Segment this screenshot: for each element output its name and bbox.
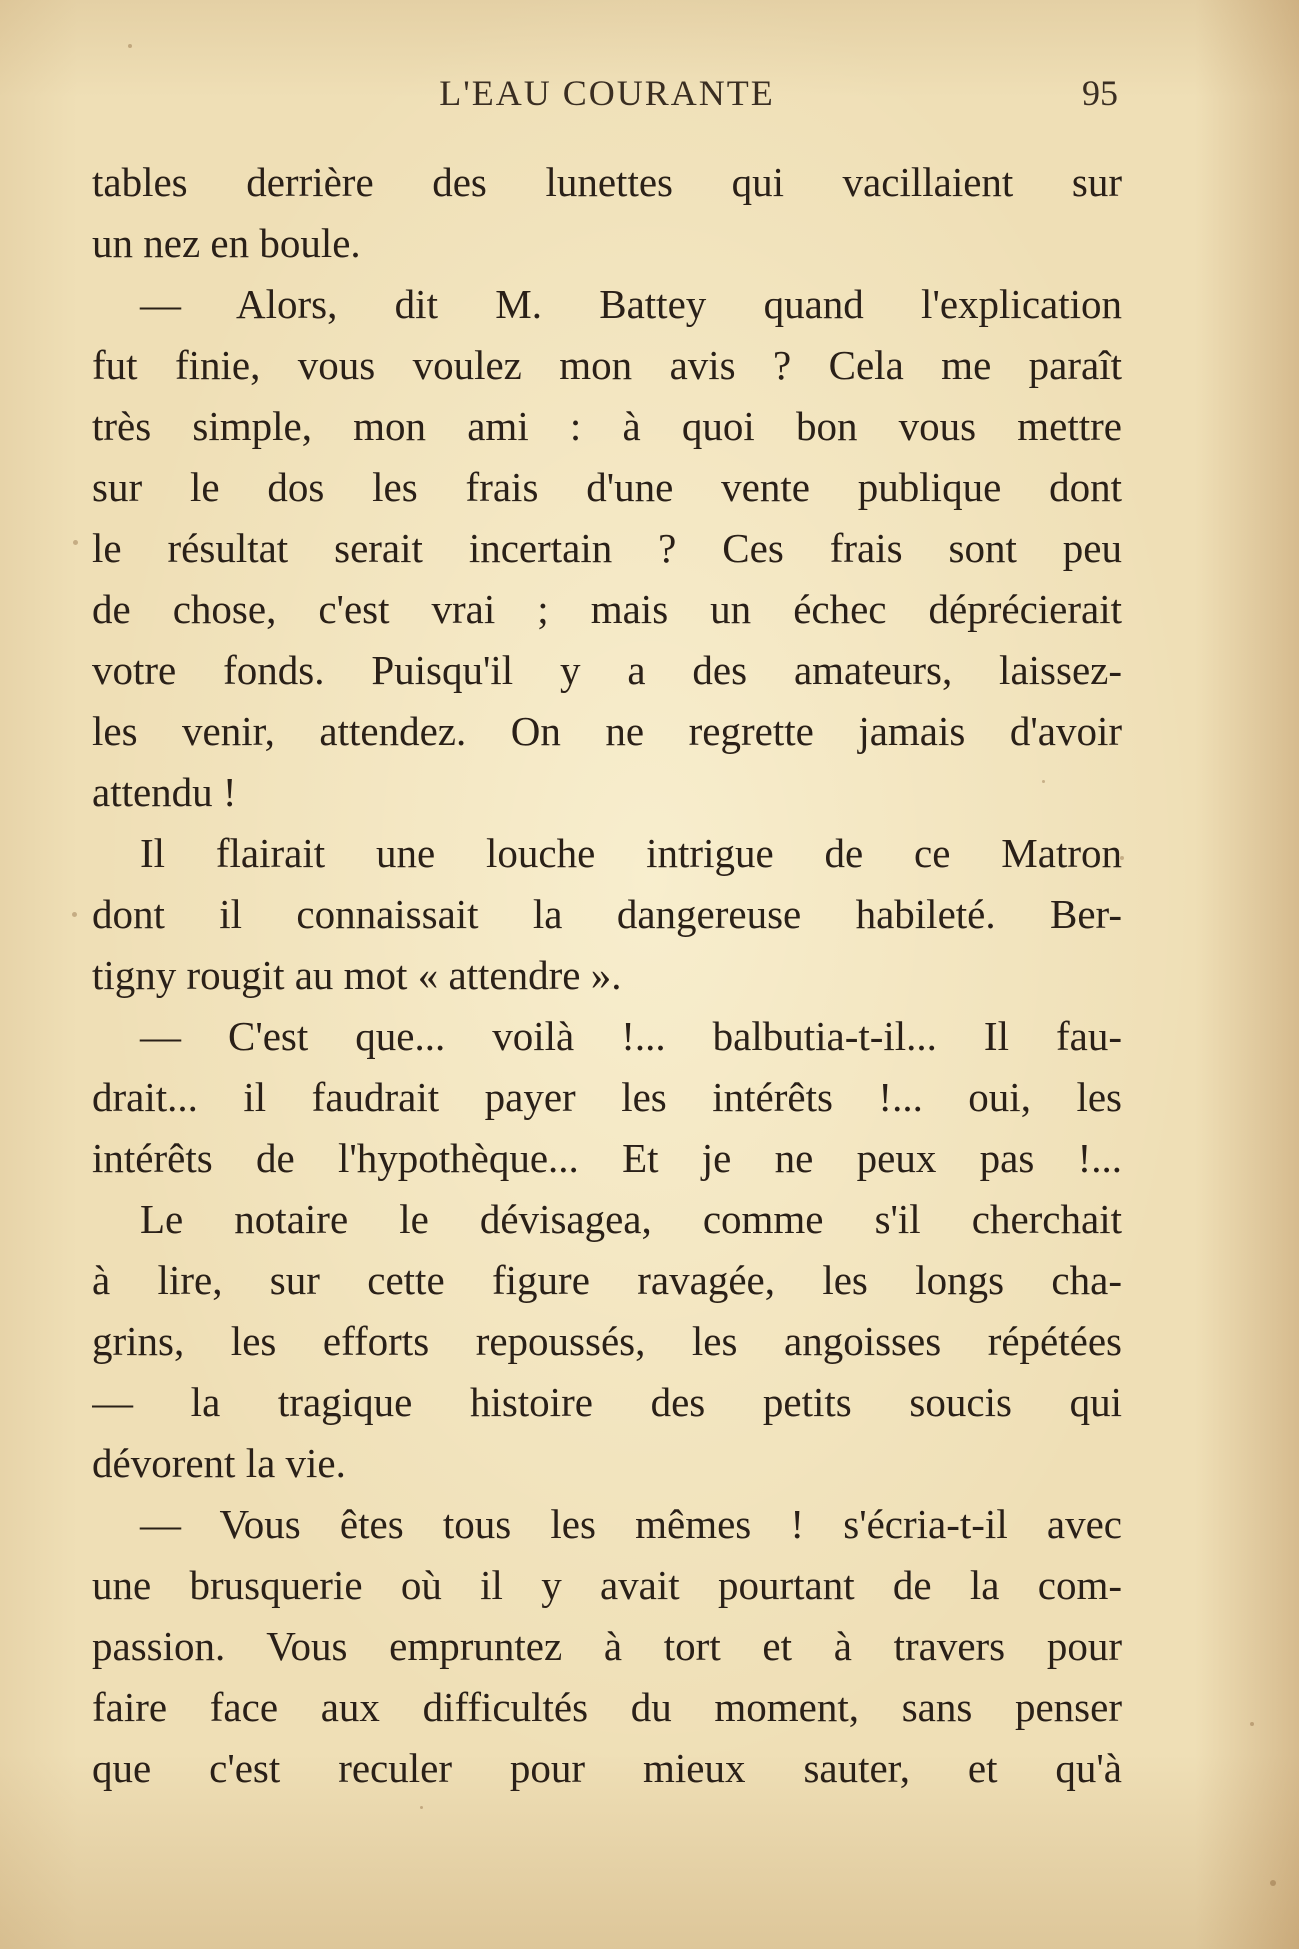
text-line: tables derrière des lunettes qui vacillaient sur	[92, 159, 1122, 205]
text-line: dont il connaissait la dangereuse habileté. Ber-	[92, 891, 1122, 937]
text-line: — la tragique histoire des petits soucis qui	[92, 1379, 1122, 1425]
paper-speck	[73, 540, 78, 545]
text-line: faire face aux difficultés du moment, sans penser	[92, 1684, 1122, 1730]
text-line: — C'est que... voilà !... balbutia-t-il... Il fau-	[140, 1013, 1122, 1059]
running-title: L'EAU COURANTE	[439, 73, 775, 113]
body-text	[92, 152, 1122, 1799]
text-line: fut finie, vous voulez mon avis ? Cela me paraît	[92, 342, 1122, 388]
text-line: Il flairait une louche intrigue de ce Matron	[140, 830, 1122, 876]
text-line: à lire, sur cette figure ravagée, les longs cha-	[92, 1257, 1122, 1303]
text-line: une brusquerie où il y avait pourtant de la com-	[92, 1562, 1122, 1608]
text-line: votre fonds. Puisqu'il y a des amateurs, laissez-	[92, 647, 1122, 693]
text-line: un nez en boule.	[92, 220, 361, 266]
text-line: attendu !	[92, 769, 237, 815]
text-line: très simple, mon ami : à quoi bon vous mettre	[92, 403, 1122, 449]
paper-speck	[420, 1806, 423, 1809]
text-line: Le notaire le dévisagea, comme s'il cherchait	[140, 1196, 1122, 1242]
text-line: intérêts de l'hypothèque... Et je ne peux pas !...	[92, 1135, 1122, 1181]
text-line: grins, les efforts repoussés, les angoisses répétées	[92, 1318, 1122, 1364]
page-number: 95	[1082, 73, 1118, 113]
paper-speck	[128, 44, 132, 48]
text-line: de chose, c'est vrai ; mais un échec déprécierait	[92, 586, 1122, 632]
text-line: les venir, attendez. On ne regrette jamais d'avoir	[92, 708, 1122, 754]
text-line: le résultat serait incertain ? Ces frais sont peu	[92, 525, 1122, 571]
paper-speck	[1270, 1880, 1276, 1886]
text-line: — Alors, dit M. Battey quand l'explication	[140, 281, 1122, 327]
text-line: passion. Vous empruntez à tort et à travers pour	[92, 1623, 1122, 1669]
text-line: tigny rougit au mot « attendre ».	[92, 952, 622, 998]
paper-speck	[1250, 1722, 1254, 1726]
text-line: sur le dos les frais d'une vente publique dont	[92, 464, 1122, 510]
text-line: drait... il faudrait payer les intérêts !... oui, les	[92, 1074, 1122, 1120]
page-header	[92, 72, 1122, 122]
text-line: que c'est reculer pour mieux sauter, et qu'à	[92, 1745, 1122, 1791]
text-line: — Vous êtes tous les mêmes ! s'écria-t-il avec	[140, 1501, 1122, 1547]
paper-speck	[72, 912, 77, 917]
text-line: dévorent la vie.	[92, 1440, 346, 1486]
